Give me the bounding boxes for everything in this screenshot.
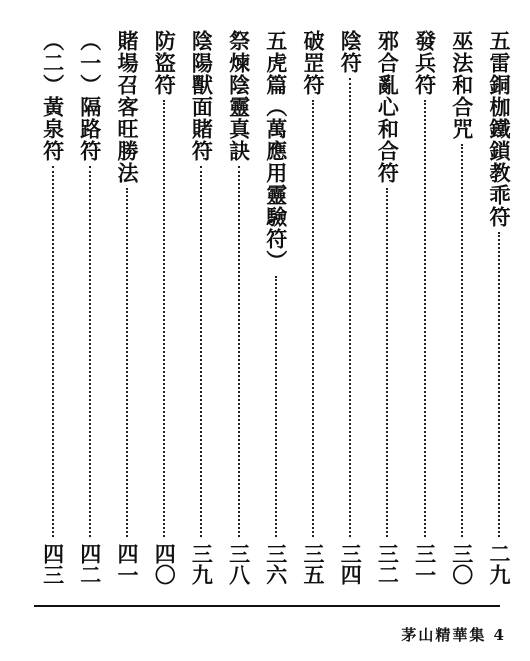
toc-entry-page: 三五 <box>301 543 326 585</box>
toc-leader-dots <box>126 188 128 537</box>
toc-entry-page: 三六 <box>263 543 289 585</box>
toc-leader-dots <box>312 100 314 537</box>
toc-leader-dots <box>386 188 388 537</box>
toc-leader-dots <box>349 78 351 537</box>
toc-entry-title: 邪合亂心和合符 <box>375 30 401 184</box>
toc-entry-page: 三〇 <box>449 543 475 585</box>
toc-entry-page: 四〇 <box>152 543 178 585</box>
toc-entry-title: 破罡符 <box>301 30 326 96</box>
page-footer: 茅山精華集 4 <box>401 626 506 644</box>
toc-leader-dots <box>275 276 277 537</box>
toc-entry <box>374 30 400 585</box>
toc-entry-title: （二）黃泉符 <box>40 30 66 162</box>
toc-entry-page: 二九 <box>487 543 512 585</box>
toc-entry-title: 賭場召客旺勝法 <box>115 30 140 184</box>
toc-entry-title: 五雷銅枷鐵鎖教乖符 <box>487 30 512 228</box>
toc-entry <box>300 30 326 585</box>
toc-entry-title: 巫法和合咒 <box>449 30 475 140</box>
toc-leader-dots <box>424 100 426 537</box>
toc-entry-page: 三一 <box>412 543 438 585</box>
toc-leader-dots <box>498 232 500 537</box>
toc-entry-page: 四一 <box>115 543 140 585</box>
toc-entry-title: 防盜符 <box>152 30 178 96</box>
toc-entry-title: 發兵符 <box>412 30 438 96</box>
toc-entry <box>412 30 438 585</box>
toc-entry <box>114 30 140 585</box>
toc-entry <box>40 30 66 585</box>
toc-entry <box>188 30 214 585</box>
toc-leader-dots <box>238 166 240 537</box>
footer-divider <box>34 605 500 607</box>
toc-entry-page: 三九 <box>189 543 215 585</box>
toc-entry-title: （一）隔路符 <box>77 30 103 162</box>
toc-leader-dots <box>163 100 165 537</box>
toc-entry <box>226 30 252 585</box>
toc-entry-page: 四二 <box>77 543 103 585</box>
toc-entry <box>151 30 177 585</box>
toc-entry-title: 祭煉陰靈真訣 <box>226 30 252 162</box>
toc-leader-dots <box>200 166 202 537</box>
toc-entry-title: 五虎篇（萬應用靈驗符） <box>263 30 289 272</box>
table-of-contents <box>24 30 512 585</box>
toc-entry <box>77 30 103 585</box>
toc-entry <box>263 30 289 585</box>
toc-entry-page: 三八 <box>226 543 252 585</box>
toc-leader-dots <box>89 166 91 537</box>
toc-leader-dots <box>461 144 463 537</box>
toc-entry-page: 三四 <box>338 543 364 585</box>
toc-entry-title: 陰符 <box>338 30 364 74</box>
toc-entry <box>449 30 475 585</box>
toc-entry-page: 四三 <box>40 543 66 585</box>
toc-entry <box>486 30 512 585</box>
toc-entry-title: 陰陽獸面賭符 <box>189 30 215 162</box>
toc-leader-dots <box>52 166 54 537</box>
toc-entry-page: 三二 <box>375 543 401 585</box>
toc-entry <box>337 30 363 585</box>
